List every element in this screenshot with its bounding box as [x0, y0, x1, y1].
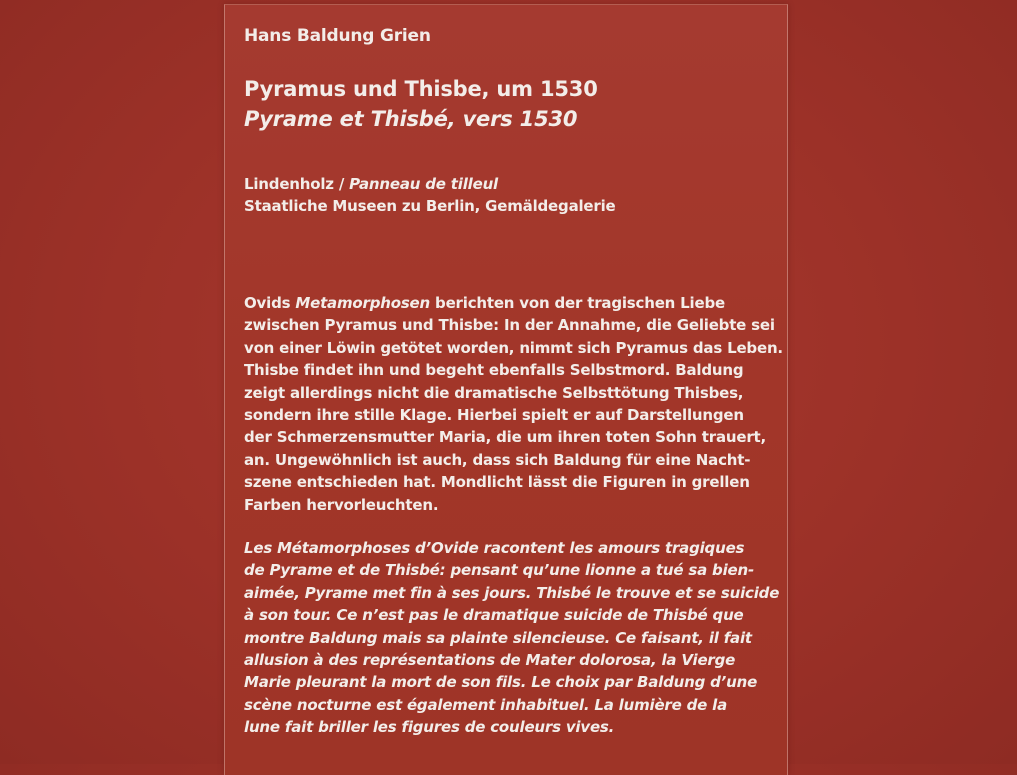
medium-german: Lindenholz /: [244, 175, 345, 193]
metamorphosen-title: Metamorphosen: [295, 294, 431, 312]
description-german-line: von einer Löwin getötet worden, nimmt sich Pyramus das Leben.: [244, 338, 783, 357]
description-french: [244, 537, 780, 739]
description-german-line: zeigt allerdings nicht die dramatische Selbsttötung Thisbes,: [244, 383, 744, 402]
first-word: Ovids: [244, 294, 291, 312]
description-german-line: Farben hervorleuchten.: [244, 495, 439, 514]
description-french-line: à son tour. Ce n’est pas le dramatique suicide de Thisbé que: [244, 606, 744, 625]
description-german-line: szene entschieden hat. Mondlicht lässt die Figuren in grellen: [244, 473, 750, 492]
description-french-line: de Pyrame et de Thisbé: pensant qu’une lionne a tué sa bien-: [244, 561, 754, 580]
description-german-line: sondern ihre stille Klage. Hierbei spielt er auf Darstellungen: [244, 406, 744, 425]
artist-name: Hans Baldung Grien: [244, 26, 431, 46]
description-german: [244, 292, 783, 516]
medium-line: [244, 173, 774, 195]
description-german-line: der Schmerzensmutter Maria, die um ihren toten Sohn trauert,: [244, 428, 767, 447]
first-line-rest: berichten von der tragischen Liebe: [435, 294, 725, 312]
artwork-title-french: Pyrame et Thisbé, vers 1530: [244, 107, 578, 131]
description-french-line: scène nocturne est également inhabituel. La lumière de la: [244, 695, 728, 714]
artwork-medium-and-collection: [244, 173, 774, 217]
artwork-title-german: Pyramus und Thisbe, um 1530: [244, 77, 598, 101]
description-german-line: an. Ungewöhnlich ist auch, dass sich Baldung für eine Nacht-: [244, 450, 751, 469]
description-french-line: lune fait briller les figures de couleurs vives.: [244, 718, 615, 737]
collection-line: Staatliche Museen zu Berlin, Gemäldegalerie: [244, 197, 616, 215]
description-french-line: allusion à des représentations de Mater dolorosa, la Vierge: [244, 651, 736, 670]
description-french-line: Marie pleurant la mort de son fils. Le choix par Baldung d’une: [244, 673, 758, 692]
description-french-line: Les Métamorphoses d’Ovide racontent les amours tragiques: [244, 539, 745, 557]
description-french-line: montre Baldung mais sa plainte silencieuse. Ce faisant, il fait: [244, 628, 752, 647]
description-german-line: [244, 292, 774, 314]
description-german-line: zwischen Pyramus und Thisbe: In der Annahme, die Geliebte sei: [244, 316, 775, 335]
medium-french: Panneau de tilleul: [349, 175, 498, 193]
description-french-line: aimée, Pyrame met fin à ses jours. Thisbé le trouve et se suicide: [244, 583, 780, 602]
description-german-line: Thisbe findet ihn und begeht ebenfalls Selbstmord. Baldung: [244, 361, 744, 380]
